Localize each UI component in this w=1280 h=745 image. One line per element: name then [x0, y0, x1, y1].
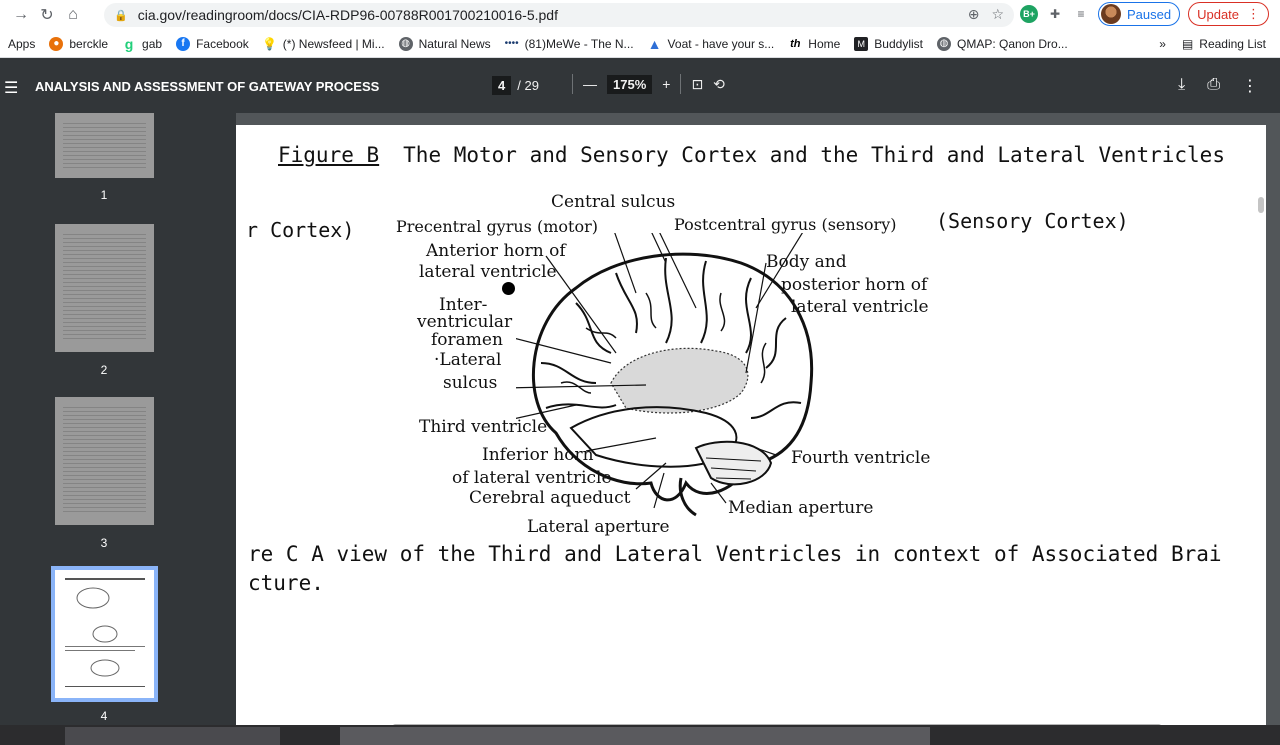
label-lateral-sulcus-2: sulcus — [443, 373, 498, 393]
bookmark-voat[interactable]: ▲ Voat - have your s... — [647, 35, 775, 52]
label-inferior-horn-1: Inferior horn — [482, 445, 594, 465]
label-precentral-gyrus: Precentral gyrus (motor) — [396, 217, 598, 236]
bookmark-facebook[interactable]: f Facebook — [176, 37, 249, 51]
media-queue-icon[interactable]: ≡ — [1077, 7, 1085, 21]
bookmark-mewe[interactable]: •••• (81)MeWe - The N... — [504, 36, 634, 51]
bookmark-berckle[interactable]: ● berckle — [49, 37, 108, 51]
thumbnail-number: 3 — [100, 536, 108, 550]
paused-label: Paused — [1127, 6, 1172, 22]
label-lateral-aperture: Lateral aperture — [527, 517, 670, 537]
th-icon: th — [790, 37, 801, 50]
browser-toolbar — [0, 0, 1280, 30]
thumbnail-sidebar — [0, 113, 236, 725]
thumbnail-page-1[interactable] — [55, 113, 154, 178]
page-number-input[interactable]: 4 — [492, 76, 511, 95]
thumbnail-page-2[interactable] — [55, 224, 154, 352]
berckle-icon: ● — [49, 37, 63, 51]
voat-icon: ▲ — [647, 35, 662, 52]
label-fourth-ventricle: Fourth ventricle — [791, 448, 931, 468]
label-central-sulcus: Central sulcus — [551, 192, 676, 212]
bookmark-gab[interactable]: g gab — [122, 37, 162, 51]
globe-icon: ◍ — [399, 37, 413, 51]
pdf-toolbar — [0, 60, 1280, 113]
thumbnail-number: 4 — [100, 709, 108, 723]
update-button[interactable] — [1188, 2, 1269, 26]
rotate-icon[interactable]: ⟲ — [713, 75, 725, 92]
label-inter-1: Inter- — [439, 295, 488, 315]
figure-b-title — [278, 143, 1225, 167]
document-title: ANALYSIS AND ASSESSMENT OF GATEWAY PROCESS — [35, 79, 380, 94]
buddylist-icon: M — [854, 37, 868, 51]
bookmark-home[interactable]: th Home — [790, 36, 841, 51]
gab-icon: g — [124, 35, 134, 52]
bookmark-natural-news[interactable]: ◍ Natural News — [399, 37, 491, 51]
reading-list-icon: ▤ — [1181, 37, 1194, 51]
pdf-page — [236, 125, 1266, 725]
forward-icon[interactable]: → — [13, 6, 29, 23]
label-cerebral-aqueduct: Cerebral aqueduct — [469, 488, 631, 508]
label-motor-cortex: r Cortex) — [246, 218, 355, 242]
label-anterior-horn-1: Anterior horn of — [426, 241, 566, 261]
facebook-icon: f — [176, 37, 190, 51]
kebab-menu-icon: ⋮ — [1247, 6, 1261, 21]
label-postcentral-gyrus: Postcentral gyrus (sensory) — [674, 215, 897, 234]
zoom-level-input[interactable]: 175% — [607, 75, 652, 94]
menu-icon[interactable]: ☰ — [4, 80, 19, 97]
reading-list-button[interactable]: ▤ Reading List — [1181, 37, 1266, 51]
thumbnail-page-4[interactable] — [55, 570, 154, 698]
lightbulb-icon: 💡 — [262, 36, 278, 51]
label-inferior-horn-2: of lateral ventricle — [452, 468, 612, 488]
reload-icon[interactable]: ↻ — [40, 7, 54, 24]
avatar — [1101, 4, 1121, 24]
thumbnail-number: 1 — [100, 188, 108, 202]
figure-c-caption-line-2: cture. — [248, 571, 324, 595]
zoom-in-icon[interactable]: + — [662, 76, 671, 92]
label-body-3: lateral ventricle — [791, 297, 929, 317]
bookmark-qmap[interactable]: ◍ QMAP: Qanon Dro... — [937, 37, 1068, 51]
label-body-2: posterior horn of — [781, 275, 928, 295]
dock-region — [340, 727, 930, 745]
divider — [680, 74, 681, 94]
pdf-viewer — [236, 113, 1280, 725]
home-icon[interactable]: ⌂ — [68, 6, 78, 23]
label-third-ventricle: Third ventricle — [419, 417, 548, 437]
extensions-puzzle-icon[interactable]: ✚ — [1049, 7, 1061, 21]
globe-icon: ◍ — [937, 37, 951, 51]
figure-c-caption-line-1: re C A view of the Third and Lateral Ventricles in context of Associated Brai — [248, 542, 1222, 566]
thumbnail-preview — [55, 570, 154, 698]
bullet-dot — [502, 282, 515, 295]
lock-icon: 🔒 — [114, 9, 128, 22]
fit-page-icon[interactable]: ⊡ — [691, 75, 704, 92]
label-median-aperture: Median aperture — [728, 498, 874, 518]
label-body-1: Body and — [766, 252, 847, 272]
label-lateral-sulcus-1: ·Lateral — [434, 350, 502, 370]
bookmark-star-icon[interactable]: ☆ — [991, 6, 1004, 22]
bookmark-apps[interactable]: Apps — [8, 36, 36, 51]
zoom-out-icon[interactable]: — — [583, 76, 597, 92]
bookmarks-bar — [0, 30, 1280, 58]
extension-badge-icon[interactable]: B+ — [1020, 5, 1038, 23]
figure-b-label: Figure B — [278, 143, 380, 167]
label-anterior-horn-2: lateral ventricle — [419, 262, 557, 282]
label-sensory-cortex: (Sensory Cortex) — [936, 209, 1129, 233]
page-total: / 29 — [517, 78, 539, 93]
label-inter-2: ventricular — [417, 312, 513, 332]
more-bookmarks-icon[interactable]: » — [1159, 37, 1166, 51]
bookmark-newsfeed[interactable]: 💡 (*) Newsfeed | Mi... — [262, 36, 385, 51]
address-bar[interactable] — [104, 3, 1014, 27]
divider — [572, 74, 573, 94]
thumbnail-page-3[interactable] — [55, 397, 154, 525]
bookmark-buddylist[interactable]: M Buddylist — [854, 37, 923, 51]
os-dock — [0, 725, 1280, 745]
label-inter-3: foramen — [431, 330, 503, 350]
print-icon[interactable]: ⎙ — [1207, 76, 1220, 93]
figure-b-text: The Motor and Sensory Cortex and the Third and Lateral Ventricles — [403, 143, 1225, 167]
vertical-scrollbar[interactable] — [1258, 197, 1264, 213]
url-text: cia.gov/readingroom/docs/CIA-RDP96-00788R001700210016-5.pdf — [137, 7, 558, 23]
mewe-icon: •••• — [504, 38, 519, 49]
thumbnail-number: 2 — [100, 363, 108, 377]
update-label: Update — [1197, 6, 1240, 22]
page-selector — [492, 76, 539, 95]
download-icon[interactable]: ⤓ — [1178, 76, 1186, 93]
zoom-controls — [572, 74, 725, 94]
profile-paused-button[interactable] — [1098, 2, 1180, 26]
zoom-icon[interactable]: ⊕ — [967, 6, 980, 22]
more-options-icon[interactable]: ⋮ — [1242, 78, 1258, 95]
dock-region — [65, 727, 280, 745]
